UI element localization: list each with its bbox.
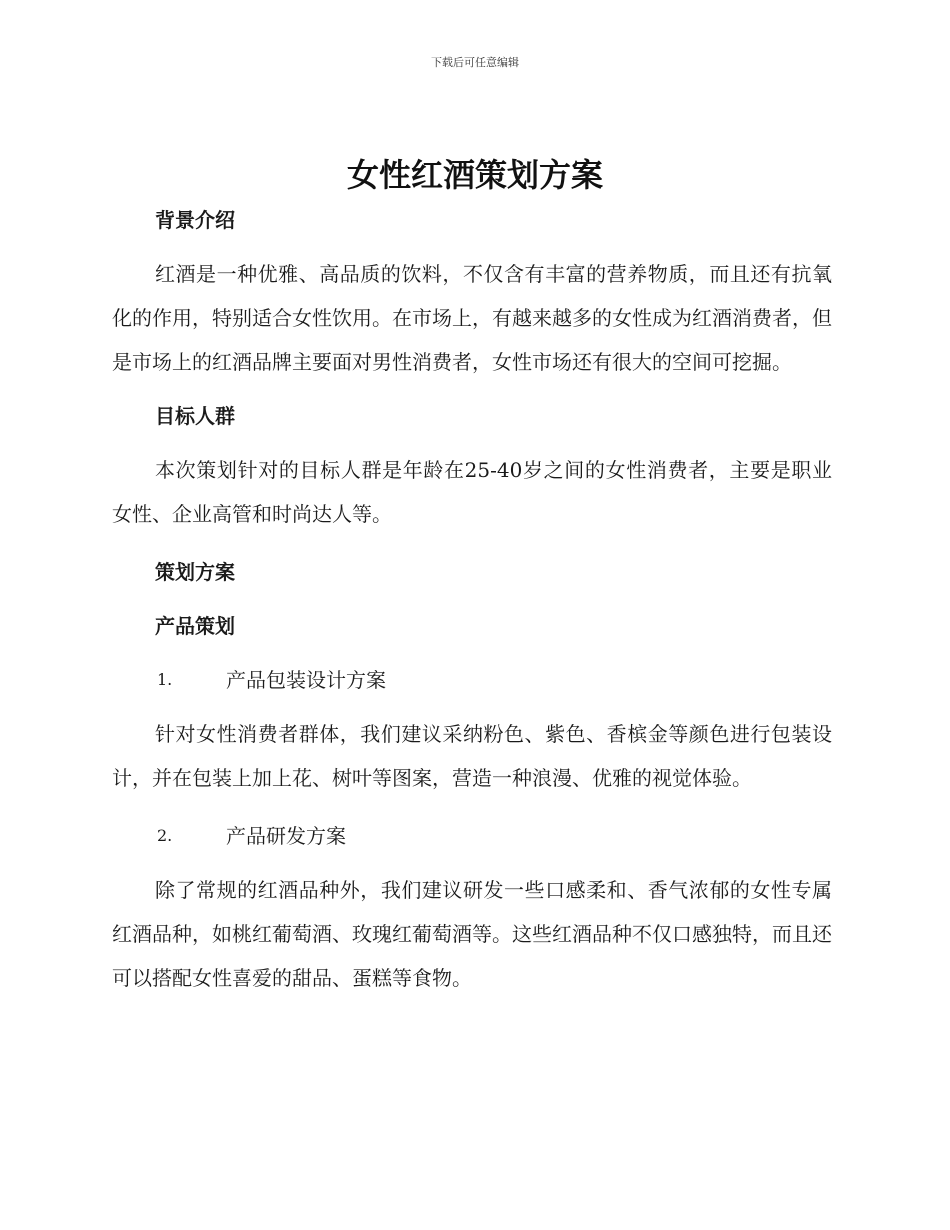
document-title: 女性红酒策划方案 <box>346 156 603 194</box>
list-item <box>112 662 832 698</box>
list-item-number: 1. <box>157 670 173 689</box>
item-paragraph-development: 除了常规的红酒品种外，我们建议研发一些口感柔和、香气浓郁的女性专属红酒品种，如桃红葡萄酒、玫瑰红葡萄酒等。这些红酒品种不仅口感独特，而且还可以搭配女性喜爱的甜品、蛋糕等食物。 <box>112 878 832 990</box>
list-item-label: 产品包装设计方案 <box>226 668 386 692</box>
section-heading-target: 目标人群 <box>155 404 235 428</box>
section-paragraph-target: 本次策划针对的目标人群是年龄在25-40岁之间的女性消费者，主要是职业女性、企业高管和时尚达人等。 <box>112 458 832 526</box>
list-item <box>112 818 832 854</box>
document-body <box>112 202 832 1000</box>
section-paragraph-background: 红酒是一种优雅、高品质的饮料，不仅含有丰富的营养物质，而且还有抗氧化的作用，特别适合女性饮用。在市场上，有越来越多的女性成为红酒消费者，但是市场上的红酒品牌主要面对男性消费者，女性市场还有很大的空间可挖掘。 <box>112 262 832 374</box>
page-header-note: 下载后可任意编辑 <box>431 56 519 69</box>
section-heading-plan: 策划方案 <box>155 560 235 584</box>
list-item-label: 产品研发方案 <box>226 824 346 848</box>
list-item-number: 2. <box>157 826 173 845</box>
section-heading-background: 背景介绍 <box>155 208 235 232</box>
section-heading-product: 产品策划 <box>155 614 235 638</box>
item-paragraph-packaging: 针对女性消费者群体，我们建议采纳粉色、紫色、香槟金等颜色进行包装设计，并在包装上加上花、树叶等图案，营造一种浪漫、优雅的视觉体验。 <box>112 722 832 790</box>
